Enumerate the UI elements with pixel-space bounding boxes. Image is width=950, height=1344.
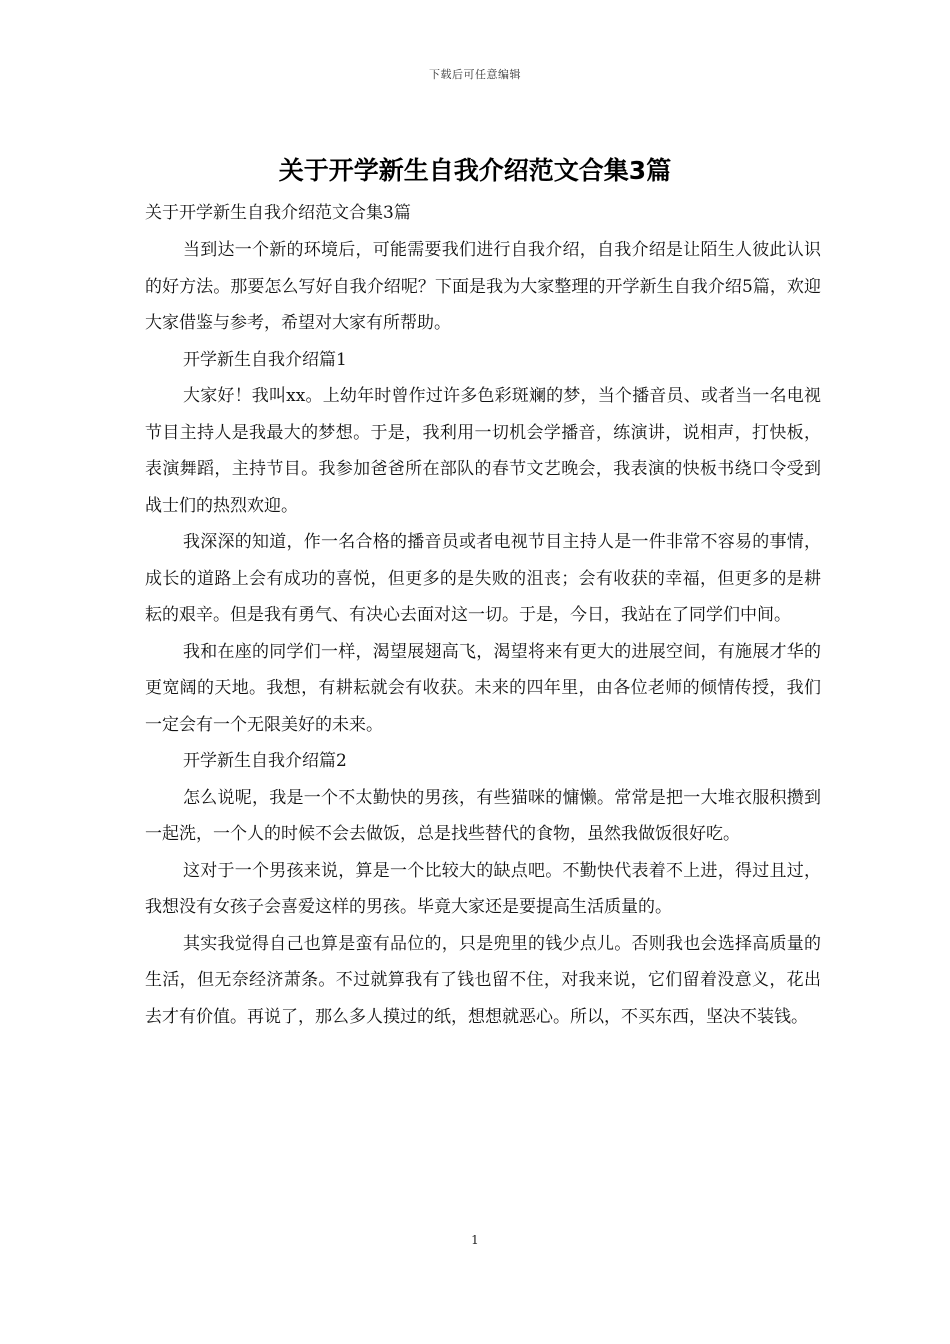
page-number: 1 — [471, 1233, 479, 1247]
intro-paragraph: 当到达一个新的环境后，可能需要我们进行自我介绍，自我介绍是让陌生人彼此认识的好方法。那要怎么写好自我介绍呢？下面是我为大家整理的开学新生自我介绍5篇，欢迎大家借鉴与参考，希望对大家有所帮助。 — [145, 240, 821, 333]
document-body — [145, 199, 821, 1035]
section-heading-1: 开学新生自我介绍篇1 — [183, 349, 347, 370]
body-paragraph: 其实我觉得自己也算是蛮有品位的，只是兜里的钱少点儿。否则我也会选择高质量的生活，但无奈经济萧条。不过就算我有了钱也留不住，对我来说，它们留着没意义，花出去才有价值。再说了，那么多人摸过的纸，想想就恶心。所以，不买东西，坚决不装钱。 — [145, 933, 821, 1027]
body-paragraph: 怎么说呢，我是一个不太勤快的男孩，有些猫咪的慵懒。常常是把一大堆衣服积攒到一起洗，一个人的时候不会去做饭，总是找些替代的食物，虽然我做饭很好吃。 — [145, 787, 821, 844]
body-paragraph: 我深深的知道，作一名合格的播音员或者电视节目主持人是一件非常不容易的事情，成长的道路上会有成功的喜悦，但更多的是失败的沮丧；会有收获的幸福，但更多的是耕耘的艰辛。但是我有勇气、有决心去面对这一切。于是，今日，我站在了同学们中间。 — [145, 532, 821, 625]
body-paragraph: 大家好！我叫xx。上幼年时曾作过许多色彩斑斓的梦，当个播音员、或者当一名电视节目主持人是我最大的梦想。于是，我利用一切机会学播音，练演讲，说相声，打快板，表演舞蹈，主持节目。我参加爸爸所在部队的春节文艺晚会，我表演的快板书绕口令受到战士们的热烈欢迎。 — [145, 386, 821, 516]
document-title: 关于开学新生自我介绍范文合集3篇 — [278, 156, 672, 185]
body-paragraph: 我和在座的同学们一样，渴望展翅高飞，渴望将来有更大的进展空间，有施展才华的更宽阔的天地。我想，有耕耘就会有收获。未来的四年里，由各位老师的倾情传授，我们一定会有一个无限美好的未来。 — [145, 641, 821, 735]
section-heading-2: 开学新生自我介绍篇2 — [183, 751, 347, 771]
document-subtitle: 关于开学新生自我介绍范文合集3篇 — [145, 203, 411, 223]
page-header-note: 下载后可任意编辑 — [429, 68, 521, 81]
body-paragraph: 这对于一个男孩来说，算是一个比较大的缺点吧。不勤快代表着不上进，得过且过，我想没有女孩子会喜爱这样的男孩。毕竟大家还是要提高生活质量的。 — [145, 860, 821, 917]
